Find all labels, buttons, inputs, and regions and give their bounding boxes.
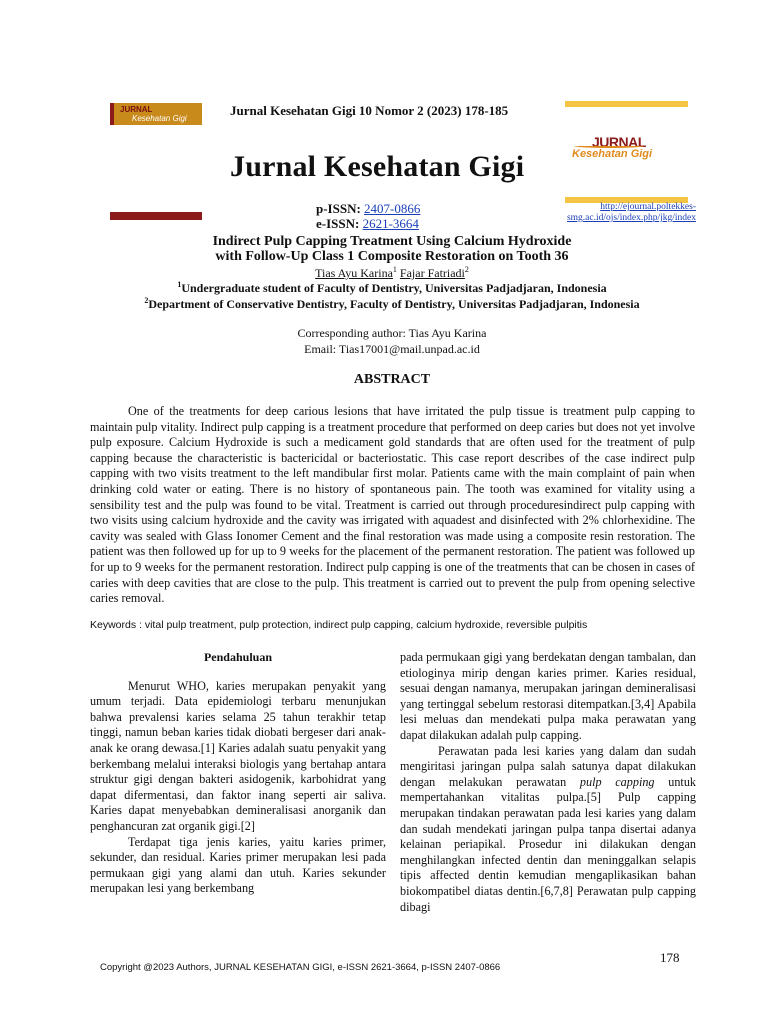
left-paragraph-2: Terdapat tiga jenis karies, yaitu karies primer, sekunder, dan residual. Karies primer merupakan lesi pada permukaan gigi yang alami dan utuh. Karies sekunder merupakan lesi yang berkembang: [90, 834, 386, 896]
right-paragraph-2-part-a: Perawatan pada lesi karies yang dalam dan sudah mengiritasi jaringan pulpa salah satunya dapat dilakukan dengan melakukan perawatan: [400, 743, 696, 789]
body-column-right: [400, 650, 696, 915]
right-paragraph-2-emphasis: pulp capping: [579, 774, 655, 789]
affiliation-1-text: Undergraduate student of Faculty of Dentistry, Universitas Padjadjaran, Indonesia: [181, 281, 607, 295]
right-paragraph-1: pada permukaan gigi yang berdekatan dengan tambalan, dan etiologinya mirip dengan karies primer. Karies residual, sesuai dengan namanya, merupakan jaringan demineralisasi yang tertinggal sebelum restorasi ditempatkan.[3,4] Apabila lesi meluas dan mendekati pulpa maka perawatan yang dapat dilakukan adalah pulp capping.: [400, 650, 696, 742]
corresponding-email: Email: Tias17001@mail.unpad.ac.id: [304, 342, 480, 356]
page-number: 178: [660, 950, 680, 965]
body-column-left: [90, 650, 386, 897]
header-right-bar-top: [565, 101, 688, 107]
e-issn: [316, 216, 419, 232]
e-issn-label: e-ISSN:: [316, 216, 360, 231]
right-paragraph-2-part-b: untuk mempertahankan vitalitas pulpa.[5] Pulp capping merupakan tindakan perawatan pada lesi karies yang dalam dan sudah mendekati jaringan pulpa tanpa disertai adanya kelainan periapikal. Prosedur ini dilakukan dengan menghilangkan infected dentin dan meninggalkan selapis tipis affected dentin kemudian mengaplikasikan bahan biokompatibel diatas dentin.[6,7,8] Perawatan pulp capping dibagi: [400, 774, 697, 914]
author-1-sup: 1: [392, 265, 397, 274]
affiliation-2: [100, 296, 684, 312]
author-1: Tias Ayu Karina: [315, 266, 393, 280]
section-heading: Pendahuluan: [203, 650, 273, 664]
authors: [100, 265, 684, 281]
logo-left-strip: [110, 212, 202, 220]
logo-left-line2: Kesehatan Gigi: [132, 114, 187, 123]
article-title-line2: with Follow-Up Class 1 Composite Restoration on Tooth 36: [215, 249, 569, 264]
p-issn-link[interactable]: 2407-0866: [364, 201, 421, 216]
author-2-sup: 2: [464, 265, 469, 274]
left-paragraph-1: Menurut WHO, karies merupakan penyakit yang umum terjadi. Data epidemiologi terbaru menunjukan bahwa prevalensi karies selama 25 tahun terakhir tetap tinggi, namun beban karies tidak diobati bergeser dari anak-anak ke orang dewasa.[1] Karies adalah suatu penyakit yang berkembang melalui interaksi biologis yang bertahap antara struktur gigi dengan bakteri asidogenik, karbohidrat yang dapat difermentasi, dan faktor inang seperti air saliva. Karies dapat menyebabkan demineralisasi anorganik dan penghancuran zat organik gigi.[2]: [90, 678, 386, 833]
corresponding-author: Corresponding author: Tias Ayu Karina: [297, 326, 487, 340]
logo-left-line1: JURNAL: [120, 105, 153, 114]
journal-logo-left: [110, 103, 202, 125]
abstract-heading: ABSTRACT: [353, 372, 431, 387]
p-issn: [316, 201, 420, 217]
affiliation-2-text: Department of Conservative Dentistry, Faculty of Dentistry, Universitas Padjadjaran, Indonesia: [148, 297, 640, 311]
affiliation-1: [100, 280, 684, 296]
abstract-body: One of the treatments for deep carious lesions that have irritated the pulp tissue is treatment pulp capping to maintain pulp vitality. Indirect pulp capping is a treatment procedure that performed on deep caries but does not yet involve pulp exposure. Calcium Hydroxide is such a medicament gold standards that are often used for the treatment of pulp capping because the characteristic is bactericidal or bacteriostatic. This case report describes of the case indirect pulp capping with two visits treatment to the left mandibular first molar. Patients came with the main complaint of pain when drinking cold water or eating. There is no history of spontaneous pain. The tooth was examined for vitality using a sensibility test and the pulp was found to be vital. Treatment is carried out through proceduresindirect pulp capping with two visits using calcium hydroxide and the cavity was irrigated with aquadest and disinfected with 2% chlorhexidine. The cavity was sealed with Glass Ionomer Cement and the final restoration was made using a composite resin restoration. The patient was then followed up for up to 9 weeks for the placement of the permanent restoration. The patient was followed up for up to 9 weeks for the permanent restoration. Indirect pulp capping is one of the treatments that can be chosen in cases of caries with deep cavities that are close to the pulp. This treatment is carried out to prevent the pulp from opening selective caries removal.: [90, 404, 695, 606]
article-title-line1: Indirect Pulp Capping Treatment Using Calcium Hydroxide: [212, 234, 572, 249]
logo-right-line2: Kesehatan Gigi: [572, 148, 653, 160]
footer-copyright: Copyright @2023 Authors, JURNAL KESEHATAN GIGI, e-ISSN 2621-3664, p-ISSN 2407-0866: [100, 962, 501, 973]
e-issn-link[interactable]: 2621-3664: [362, 216, 419, 231]
affiliation-2-sup: 2: [144, 296, 149, 305]
logo-right-line1: JURNAL: [592, 134, 646, 150]
author-2: Fajar Fatriadi: [399, 266, 465, 280]
journal-logo-right: [572, 134, 692, 164]
p-issn-label: p-ISSN:: [316, 201, 361, 216]
journal-title: Jurnal Kesehatan Gigi: [230, 150, 525, 183]
journal-url-link[interactable]: http://ejournal.poltekkes-smg.ac.id/ojs/index.php/jkg/index: [566, 202, 696, 223]
right-paragraph-2: [400, 744, 696, 916]
affiliation-1-sup: 1: [177, 280, 182, 289]
journal-citation: Jurnal Kesehatan Gigi 10 Nomor 2 (2023) 178-185: [230, 103, 509, 118]
keywords: Keywords : vital pulp treatment, pulp protection, indirect pulp capping, calcium hydroxide, reversible pulpitis: [90, 619, 588, 631]
